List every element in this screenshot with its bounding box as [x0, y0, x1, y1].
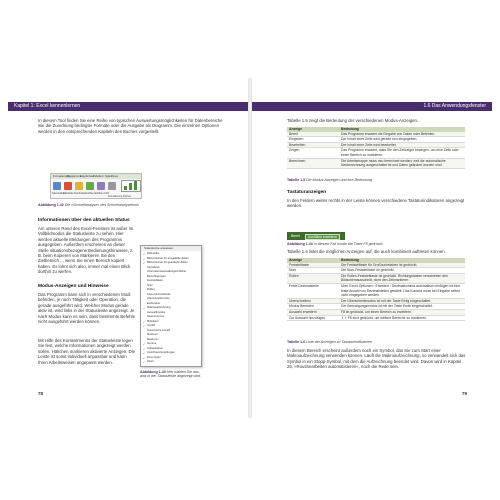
table-cell: Eingeben [287, 137, 339, 143]
mode-display-table [287, 127, 465, 169]
menu-item[interactable]: Endmodus [147, 301, 160, 305]
macro-paragraph: In diesem Bereich erscheint außerdem noch ein Symbol, das Sie zum Start einer Makroaufzeichnung verwenden können. Läuft die Makroaufzeichnung, so verwandelt sich das Symbol in ein Stopp-Symbol, mit dem die Aufzeichnung beendet wird. Davon wird in Kapitel 25, »Routinearbeiten automatisieren«, noch die Rede sein. [287, 348, 466, 370]
check-icon: ✓ [143, 356, 146, 360]
check-icon: ✓ [143, 262, 146, 265]
right-page-header-title: 1.6 Das Anwendungsfenster [423, 103, 486, 109]
menu-item[interactable]: Blitzvorschau für ausgefüllte Zellen [147, 256, 189, 260]
table-row [287, 315, 465, 321]
status-bar-context-menu [140, 245, 202, 367]
data-bars-icon [53, 182, 61, 190]
context-menu-paragraph: Mit Hilfe des Kontextmenüs der Statusleiste legen Sie fest, welche Informationen angezeigt werden sollen. Häkchen markieren aktivierte Anzeigen. Die Leiste ist somit individuell anpassbar und kann Ihren Arbeitsweisen angepasst werden. [38, 338, 135, 365]
menu-item[interactable]: Informationsverwaltungsrichtlinie [147, 270, 186, 273]
left-page-number: 78 [38, 391, 44, 396]
status-mode: Bereit [291, 233, 300, 238]
check-icon: ✓ [143, 352, 146, 355]
menu-item[interactable]: Auswahlmodus [147, 310, 166, 314]
menu-item[interactable]: Überschreibmodus [147, 297, 170, 300]
table-cell: Zeigen [287, 148, 339, 158]
color-scale-icon [64, 182, 72, 190]
table-caption-1-5: Tabelle 1.5 Die Modus-Anzeigen und ihre Bedeutung [287, 178, 372, 182]
menu-item[interactable]: Anzahl [147, 324, 156, 327]
menu-item[interactable]: Seitennummer [147, 315, 165, 318]
right-page-header [252, 102, 492, 111]
icon-set-icon [75, 182, 83, 190]
menu-item[interactable]: Signaturen [147, 265, 160, 269]
quick-analysis-ribbon-figure [50, 173, 142, 199]
table-cell: Bearbeiten [287, 142, 339, 148]
ribbon-label: Größer als [86, 192, 98, 195]
table-cell: Der Überschreibmodus ist mit der Taste Einfg eingeschaltet. [339, 298, 465, 304]
table-cell: Zur Auswahl hinzufügen [287, 315, 339, 321]
mode-paragraph: Das Programm kann sich in verschiedenen Modi befinden, je nach Tätigkeit oder Operation, die gerade ausgeführt wird. Welcher Modus gerade aktiv ist, wird links in der Statusleiste angezeigt. Je nach Modus kann es sein, dass bestimmte Befehle nicht ausgeführt werden können. [38, 292, 135, 325]
table-cell: Der Inhalt einer Zelle wird bearbeitet. [339, 142, 465, 148]
left-page-header [8, 102, 248, 111]
menu-item[interactable]: Uploadstatus [147, 346, 163, 350]
figure-caption-1-42: Abbildung 1.42 Die »Schnellanalyse« des Schnellanalysetools [38, 203, 139, 207]
heading-keyboard-indicators: Tastaturanzeigen [287, 190, 327, 195]
table-header: Anzeige [287, 258, 339, 263]
menu-header: Statusleiste anpassen [141, 246, 201, 251]
figure-caption-1-44: Abbildung 1.44 In diesem Fall wurde die Taste F8 gedrückt. [287, 242, 384, 246]
table-cell: Das Programm erwartet, dass Sie den Zellzeiger bewegen, um eine Zelle oder einen Bereich zu markieren. [339, 148, 465, 158]
table-cell: Modus Beenden [287, 304, 339, 310]
table-cell: F8 ist gedrückt, um einen Bereich zu erweitern. [339, 309, 465, 315]
check-icon: ✓ [143, 257, 146, 261]
table-cell: Das Programm erwartet die Eingabe von Daten oder Befehlen. [339, 132, 465, 137]
table-intro-paragraph: Tabelle 1.6 listet die möglichen Anzeigen auf, die auch kombiniert auftreten können. [287, 249, 446, 254]
status-indicator: Ausfüllen erweitern [305, 234, 340, 240]
table-cell: Feststelltaste [287, 263, 339, 268]
menu-item[interactable]: Ansichtsverknüpfungen [147, 351, 175, 354]
table-cell: Die Arbeitsmappe muss neu berechnet werden, weil die automatische Neuberechnung ausgeschaltet ist und Daten geändert worden sind. [339, 158, 465, 168]
right-page [252, 78, 492, 418]
menu-item[interactable]: Feste Dezimalstelle [147, 292, 171, 296]
check-icon: ✓ [143, 343, 146, 346]
left-page-header-title: Kapitel 1: Excel kennenlernen [14, 103, 81, 109]
table-row [287, 273, 465, 283]
right-page-number: 79 [461, 391, 467, 396]
ribbon-label: Symbolsatz [74, 192, 87, 195]
menu-item[interactable]: Blitzvorschau für geänderte Zellen [147, 261, 188, 264]
menu-item[interactable]: Zoomregler [147, 355, 161, 359]
left-page [8, 78, 248, 418]
ribbon-tab: Tabellen [93, 174, 104, 178]
check-icon: ✓ [143, 253, 146, 256]
heading-mode-display: Modus-Anzeigen und Hinweise [38, 284, 109, 289]
table-cell: Auswahl erweitern [287, 309, 339, 315]
ribbon-tab: Sparklines [105, 174, 119, 178]
table-cell: Der Beendigungsmodus ist mit der Taste Ende eingeschaltet. [339, 304, 465, 310]
check-icon: ✓ [143, 347, 146, 351]
menu-item[interactable]: Maximum [147, 337, 159, 341]
chart-thumbnail-icon [121, 180, 141, 192]
menu-item[interactable]: Zoom [147, 360, 154, 363]
check-icon: ✓ [143, 325, 146, 328]
check-icon: ✓ [143, 361, 146, 364]
table-row [287, 283, 465, 298]
left-intro-paragraph: In diesem Tool finden Sie eine Reihe von typischen Auswertungsmöglichkeiten für Datenbereiche wie die Zuordnung bedingter Formate oder die Ausgabe als Diagramm. Die einzelnen Optionen werden in den entsprechenden Kapiteln des Buches vorgestellt. [38, 118, 223, 134]
menu-item[interactable]: Berechtigungen [147, 274, 166, 278]
table-cell: Der Inhalt einer Zelle wird gerade neu eingegeben. [339, 137, 465, 143]
ribbon-label: Farbskala [63, 192, 74, 195]
keyboard-indicator-table [287, 258, 465, 321]
ribbon-tab: Ergebnisse [80, 174, 94, 178]
status-paragraph: Am unteren Rand des Excel-Fensters ist außer im Vollbildmodus die Statusleiste zu sehen. Hier werden aktuelle Meldungen des Programms ausgegeben. Außerdem erscheinen an dieser Stelle situationsbezogene Bedienungshinweise, z. B. beim Kopieren von Markieren Sie den Zielbereich ... wenn Sie einen Bereich kopiert haben. Es lohnt sich also, immer mal einen Blick dorthin zu werfen. [38, 226, 134, 275]
check-icon: ✓ [143, 307, 146, 310]
menu-item[interactable]: Num [147, 283, 153, 287]
menu-item[interactable]: Summe [147, 342, 157, 345]
book-spread [8, 78, 492, 418]
right-intro-paragraph: Tabelle 1.5 zeigt die Bedeutung der verschiedenen Modus-Anzeigen. [287, 118, 419, 123]
table-cell: ⇧ + F8 sind gedrückt, um weitere Bereiche zu markieren. [339, 315, 465, 321]
heading-status-info: Informationen über den aktuellen Status [38, 218, 130, 223]
check-icon: ✓ [143, 320, 146, 324]
table-header: Anzeige [287, 127, 339, 132]
ribbon-label: Formatierung löschen [108, 195, 132, 198]
table-caption-1-6: Tabelle 1.6 Liste der Anzeigen zu Tastaturindikatoren [287, 340, 372, 344]
status-bar-figure [287, 232, 345, 240]
menu-item[interactable]: Mittelwert [147, 319, 159, 323]
table-header: Bedeutung [339, 127, 465, 132]
table-row [287, 158, 465, 168]
greater-than-icon [86, 182, 94, 190]
menu-item[interactable]: Numerische Anzahl [147, 328, 171, 332]
table-cell: Bereit [287, 132, 339, 137]
menu-item[interactable]: Minimum [147, 333, 158, 336]
keyboard-paragraph: In den Feldern weiter rechts in der Leiste können verschiedene Tastaturindikatoren angezeigt werden. [287, 198, 465, 209]
ribbon-label: Datenbalken [52, 192, 66, 195]
table-cell: Über Excel-Optionen › Erweitert › Dezimalkomma automatisch einfügen ist eine feste Anzahl von Dezimalstellen gewählt. Das Komma muss bei Eingabe selbst nicht eingegeben werden. [339, 283, 465, 298]
ribbon-label: Obere 10% [97, 192, 110, 195]
table-cell: Berechnen [287, 158, 339, 168]
table-cell: Rollen [287, 273, 339, 283]
table-cell: Die Rollen-Feststelltaste ist gedrückt. Richtungstasten verschieben den Bildschirmausschnitt, nicht den Zellmarkierer. [339, 273, 465, 283]
table-cell: Num [287, 268, 339, 274]
table-cell: Die Feststelltaste für Großbuchstaben ist gedrückt. [339, 263, 465, 268]
table-row [287, 148, 465, 158]
table-cell: Feste Dezimalstelle [287, 283, 339, 298]
menu-item[interactable]: Feststelltaste [147, 279, 163, 282]
table-cell: Die Num-Feststelltaste ist gedrückt. [339, 268, 465, 274]
clear-format-icon [108, 182, 116, 190]
menu-item[interactable]: Rollen [147, 288, 155, 291]
menu-item[interactable]: Zellmodus [147, 252, 160, 255]
top-ten-icon [97, 182, 105, 190]
ribbon-tab: Diagramme [67, 174, 82, 178]
figure-caption-1-43: Abbildung 1.43 Hier wählen Sie aus, was in der Statusleiste angezeigt wird. [140, 370, 202, 378]
table-header: Bedeutung [339, 258, 465, 263]
menu-item[interactable]: Makroaufzeichnung [147, 306, 171, 309]
ribbon-tab: Formatierung [53, 174, 70, 178]
table-cell: Überschreiben [287, 298, 339, 304]
